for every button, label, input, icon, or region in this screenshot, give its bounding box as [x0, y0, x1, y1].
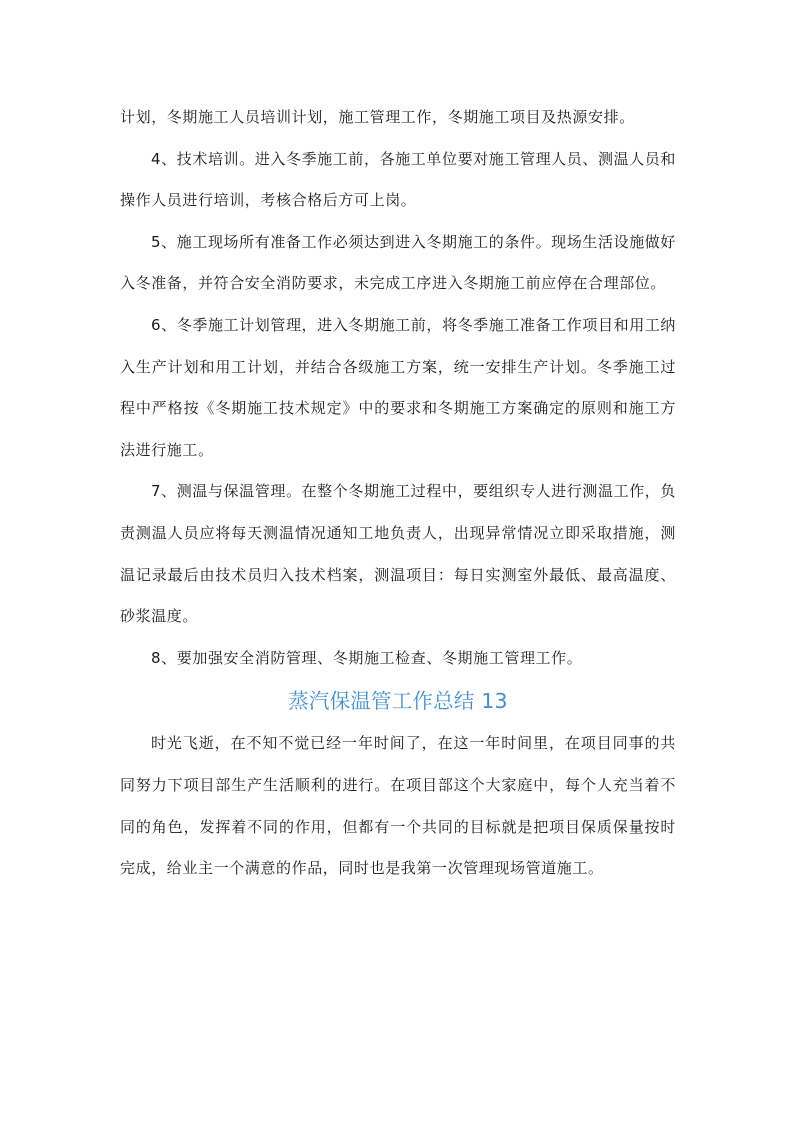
paragraph-temperature-management: 7、测温与保温管理。在整个冬期施工过程中，要组织专人进行测温工作，负责测温人员应将每天测温情况通知工地负责人，出现异常情况立即采取措施，测温记录最后由技术员归入技术档案，测温项目：每日实测室外最低、最高温度、砂浆温度。: [120, 482, 676, 626]
paragraph-winter-plan-management: 6、冬季施工计划管理，进入冬期施工前，将冬季施工准备工作项目和用工纳入生产计划和用工计划，并结合各级施工方案，统一安排生产计划。冬季施工过程中严格按《冬期施工技术规定》中的要求和冬期施工方案确定的原则和施工方法进行施工。: [120, 315, 676, 459]
paragraph-safety-management: 8、要加强安全消防管理、冬期施工检查、冬期施工管理工作。: [151, 648, 583, 667]
paragraph-technical-training: 4、技术培训。进入冬季施工前，各施工单位要对施工管理人员、测温人员和操作人员进行培训，考核合格后方可上岗。: [120, 149, 676, 210]
section-heading: 蒸汽保温管工作总结 13: [288, 689, 508, 714]
document-body: [120, 97, 676, 890]
paragraph-plan-continuation: 计划，冬期施工人员培训计划，施工管理工作，冬期施工项目及热源安排。: [120, 108, 635, 126]
paragraph-site-preparation: 5、施工现场所有准备工作必须达到进入冬期施工的条件。现场生活设施做好入冬准备，并符合安全消防要求，未完成工序进入冬期施工前应停在合理部位。: [120, 232, 676, 293]
paragraph-year-summary: 时光飞逝，在不知不觉已经一年时间了，在这一年时间里，在项目同事的共同努力下项目部生产生活顺利的进行。在项目部这个大家庭中，每个人充当着不同的角色，发挥着不同的作用，但都有一个共同的目标就是把项目保质保量按时完成，给业主一个满意的作品，同时也是我第一次管理现场管道施工。: [120, 734, 676, 878]
